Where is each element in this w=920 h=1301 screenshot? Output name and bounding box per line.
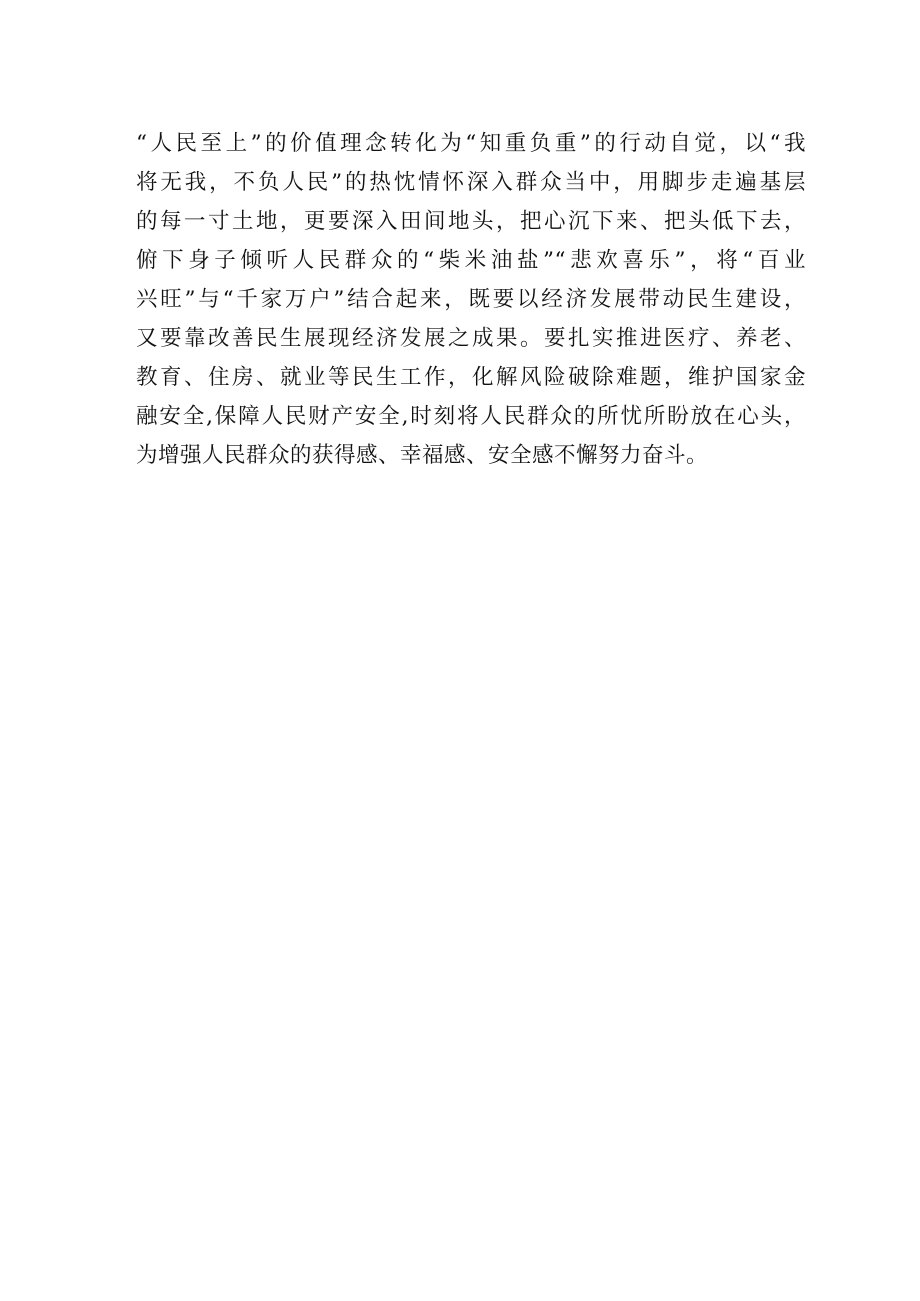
paragraph-line-4: 俯下身子倾听人民群众的“柴米油盐”“悲欢喜乐”，将“百业 bbox=[136, 248, 806, 273]
paragraph-line-6: 又要靠改善民生展现经济发展之成果。要扎实推进医疗、养老、 bbox=[136, 326, 806, 351]
paragraph-line-9: 为增强人民群众的获得感、幸福感、安全感不懈努力奋斗。 bbox=[136, 443, 709, 468]
paragraph-line-5: 兴旺”与“千家万户”结合起来，既要以经济发展带动民生建设， bbox=[136, 287, 806, 312]
paragraph-line-3: 的每一寸土地，更要深入田间地头，把心沉下来、把头低下去， bbox=[136, 209, 806, 234]
paragraph-line-2: 将无我，不负人民”的热忱情怀深入群众当中，用脚步走遍基层 bbox=[136, 170, 806, 195]
paragraph-line-7: 教育、住房、就业等民生工作，化解风险破除难题，维护国家金 bbox=[136, 365, 806, 390]
body-paragraph bbox=[136, 124, 806, 475]
paragraph-line-8: 融安全,保障人民财产安全,时刻将人民群众的所忧所盼放在心头， bbox=[136, 404, 806, 429]
paragraph-line-1: “人民至上”的价值理念转化为“知重负重”的行动自觉，以“我 bbox=[136, 131, 806, 156]
